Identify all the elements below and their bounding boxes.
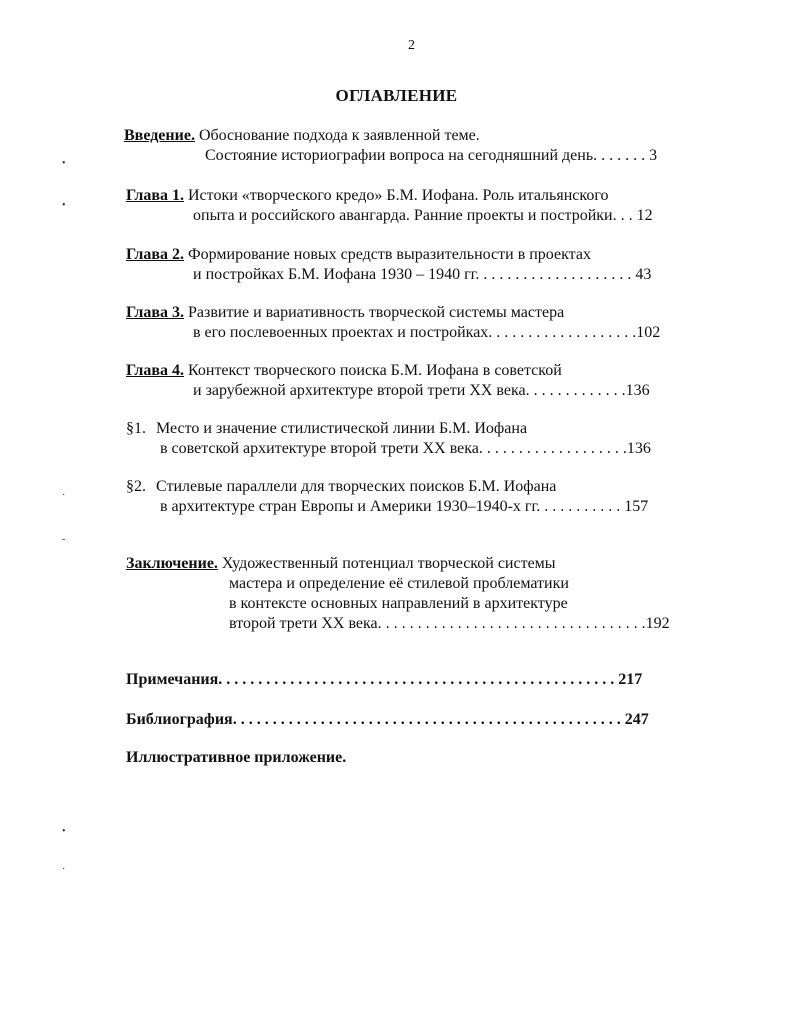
toc-entry-label: §1. [126, 420, 146, 437]
toc-entry-line: Истоки «творческого кредо» Б.М. Иофана. Роль итальянского [188, 187, 609, 204]
toc-entry-label: Глава 4. [126, 362, 184, 379]
toc-entry-line: Развитие и вариативность творческой системы мастера [188, 304, 565, 321]
toc-entry-line: Стилевые параллели для творческих поисков Б.М. Иофана [156, 478, 557, 495]
scan-speck: ‑ [62, 534, 66, 545]
toc-entry-line: мастера и определение её стилевой проблематики [229, 575, 569, 592]
toc-entry-line: и зарубежной архитектуре второй трети XX века. . . . . . . . . . . . .136 [193, 382, 650, 399]
scan-speck: • [62, 826, 66, 837]
scan-speck: • [62, 200, 66, 211]
toc-entry-label: Введение. [124, 127, 195, 144]
toc-entry-line: Состояние историографии вопроса на сегодняшний день. . . . . . . 3 [205, 147, 658, 164]
toc-entry-line: Контекст творческого поиска Б.М. Иофана в советской [188, 362, 562, 379]
toc-entry-bibliography: Библиография. . . . . . . . . . . . . . . . . . . . . . . . . . . . . . . . . . . . . . . . . . . . . . . . . 247 [126, 711, 649, 728]
page-number: 2 [408, 38, 415, 53]
toc-title: ОГЛАВЛЕНИЕ [335, 86, 458, 105]
toc-entry-line: Художественный потенциал творческой системы [221, 555, 556, 572]
toc-entry-notes: Примечания. . . . . . . . . . . . . . . . . . . . . . . . . . . . . . . . . . . . . . . . . . . . . . . . . . 217 [126, 671, 643, 688]
toc-entry-line: Формирование новых средств выразительности в проектах [188, 246, 591, 263]
toc-entry-chapter-3 [126, 303, 661, 341]
toc-entry-chapter-1 [126, 186, 653, 224]
scan-speck: · [62, 490, 66, 501]
toc-entry-line: опыта и российского авангарда. Ранние проекты и постройки. . . 12 [193, 207, 653, 224]
toc-entry-section-2 [126, 477, 649, 515]
toc-entry-introduction [124, 126, 658, 164]
toc-entry-line: Обоснование подхода к заявленной теме. [198, 127, 480, 144]
toc-entry-line: Место и значение стилистической линии Б.М. Иофана [156, 420, 528, 437]
toc-entry-section-1 [126, 419, 651, 457]
toc-entry-chapter-2 [126, 245, 652, 283]
toc-entry-chapter-4 [126, 361, 650, 399]
toc-entry-label: Глава 1. [126, 187, 184, 204]
scan-speck: · [62, 864, 66, 875]
toc-entry-illustrations: Иллюстративное приложение. [126, 749, 347, 766]
toc-entry-line: в контексте основных направлений в архитектуре [229, 595, 568, 612]
toc-entry-label: Заключение. [126, 555, 218, 572]
toc-entry-line: в его послевоенных проектах и постройках. . . . . . . . . . . . . . . . . . .102 [193, 324, 661, 341]
toc-entry-conclusion [126, 554, 670, 632]
toc-entry-line: в советской архитектуре второй трети XX века. . . . . . . . . . . . . . . . . . .136 [160, 440, 651, 457]
scan-speck: • [62, 158, 66, 169]
toc-entry-line: и постройках Б.М. Иофана 1930 – 1940 гг. . . . . . . . . . . . . . . . . . . . 43 [193, 266, 652, 283]
toc-entry-line: второй трети XX века. . . . . . . . . . . . . . . . . . . . . . . . . . . . . . . . . .192 [229, 615, 670, 632]
toc-entry-label: Глава 2. [126, 246, 184, 263]
toc-entry-label: §2. [126, 478, 146, 495]
toc-entry-label: Глава 3. [126, 304, 184, 321]
toc-entry-line: в архитектуре стран Европы и Америки 1930–1940-х гг. . . . . . . . . . . 157 [160, 498, 649, 515]
